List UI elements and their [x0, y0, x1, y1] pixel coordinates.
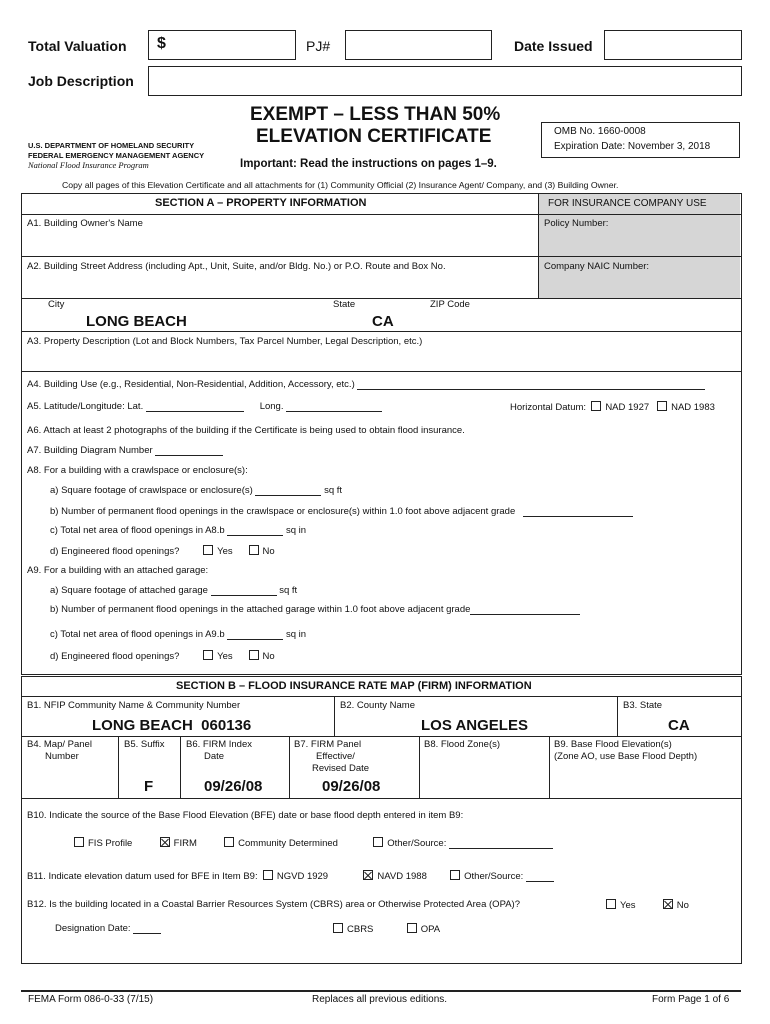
program-name: National Flood Insurance Program — [28, 160, 149, 170]
total-valuation-label: Total Valuation — [28, 38, 127, 54]
a4-label: A4. Building Use (e.g., Residential, Non-Residential, Addition, Accessory, etc.) — [27, 379, 355, 390]
a8b-row — [50, 506, 633, 517]
cbrs-checkbox[interactable] — [333, 923, 343, 933]
job-description-label: Job Description — [28, 73, 134, 89]
pj-field[interactable] — [345, 30, 492, 60]
b4-line2: Number — [45, 751, 79, 762]
a5-long-label: Long. — [259, 401, 284, 412]
a8c-unit: sq in — [285, 525, 307, 536]
b8-label: B8. Flood Zone(s) — [424, 739, 501, 750]
county-value[interactable]: LOS ANGELES — [421, 717, 528, 734]
ngvd-label: NGVD 1929 — [276, 871, 329, 882]
a4-field[interactable] — [357, 389, 705, 390]
a9d-yes-label: Yes — [217, 651, 233, 662]
firm-panel-date-value[interactable]: 09/26/08 — [322, 778, 381, 795]
datum-row — [510, 401, 715, 413]
zip-label: ZIP Code — [430, 299, 470, 310]
b11-other-label: Other/Source: — [464, 871, 524, 882]
b5-label: B5. Suffix — [124, 739, 165, 750]
b6-line1: B6. FIRM Index — [186, 739, 252, 750]
naic-label: Company NAIC Number: — [544, 261, 650, 272]
a8a-unit: sq ft — [324, 485, 343, 496]
section-b-title: SECTION B – FLOOD INSURANCE RATE MAP (FIRM) INFORMATION — [176, 680, 532, 692]
a8c-row — [50, 525, 306, 536]
b7-line1: B7. FIRM Panel — [294, 739, 362, 750]
b11-label: B11. Indicate elevation datum used for BFE in Item B9: — [27, 871, 258, 882]
job-description-field[interactable] — [148, 66, 742, 96]
a9a-label: a) Square footage of attached garage — [50, 585, 208, 596]
b9-line2: (Zone AO, use Base Flood Depth) — [554, 751, 698, 762]
b7-line3: Revised Date — [312, 763, 370, 774]
insurance-use-label: FOR INSURANCE COMPANY USE — [548, 198, 707, 209]
opa-checkbox[interactable] — [407, 923, 417, 933]
a9-label: A9. For a building with an attached garage: — [27, 565, 209, 576]
navd-label: NAVD 1988 — [377, 871, 427, 882]
total-valuation-field[interactable] — [148, 30, 296, 60]
state-value[interactable]: CA — [372, 313, 394, 330]
b12-no-label: No — [676, 900, 689, 911]
omb-number: OMB No. 1660-0008 — [554, 126, 646, 137]
b6-label — [186, 739, 252, 763]
b4-line1: B4. Map/ Panel — [27, 739, 92, 750]
a9d-no-checkbox[interactable] — [249, 650, 259, 660]
copy-note: Copy all pages of this Elevation Certificate and all attachments for (1) Community Official (2) Insurance Agent/ Company, and (3) Building Owner. — [62, 180, 619, 190]
date-issued-field[interactable] — [604, 30, 742, 60]
a9c-row — [50, 629, 306, 640]
b6-line2: Date — [204, 751, 225, 762]
b7-line2: Effective/ — [316, 751, 355, 762]
a8a-field[interactable] — [255, 495, 321, 496]
policy-number-label: Policy Number: — [544, 218, 609, 229]
b3-state-value[interactable]: CA — [668, 717, 690, 734]
a9b-row — [50, 604, 580, 615]
state-label: State — [333, 299, 356, 310]
date-issued-label: Date Issued — [514, 38, 593, 54]
a8-label: A8. For a building with a crawlspace or enclosure(s): — [27, 465, 248, 476]
city-label: City — [48, 299, 65, 310]
fis-profile-checkbox[interactable] — [74, 837, 84, 847]
omb-box — [541, 122, 740, 158]
b7-label — [294, 739, 369, 775]
a9a-unit: sq ft — [279, 585, 298, 596]
city-value[interactable]: LONG BEACH — [86, 313, 187, 330]
designation-date-field[interactable] — [133, 933, 161, 934]
a8b-label: b) Number of permanent flood openings in the crawlspace or enclosure(s) within 1.0 foot above adjacent grade — [50, 506, 516, 517]
insurance-use-panel — [538, 194, 740, 298]
a9b-label: b) Number of permanent flood openings in the attached garage within 1.0 foot above adjacent grade — [50, 604, 471, 615]
nad1983-checkbox[interactable] — [657, 401, 667, 411]
footer-form-number: FEMA Form 086-0-33 (7/15) — [28, 994, 154, 1005]
b3-label: B3. State — [623, 700, 663, 711]
a8b-field[interactable] — [523, 516, 633, 517]
a4-row — [27, 379, 705, 390]
expiration-date: Expiration Date: November 3, 2018 — [554, 141, 711, 152]
b9-line1: B9. Base Flood Elevation(s) — [554, 739, 672, 750]
b12-yes-checkbox[interactable] — [606, 899, 616, 909]
a9b-field[interactable] — [470, 614, 580, 615]
dept-name: U.S. DEPARTMENT OF HOMELAND SECURITY — [28, 141, 195, 150]
a8d-yes-label: Yes — [217, 546, 233, 557]
b12-no-checkbox[interactable] — [663, 899, 673, 909]
b9-label — [554, 739, 697, 763]
agency-name: FEDERAL EMERGENCY MANAGEMENT AGENCY — [28, 151, 205, 160]
cbrs-label: CBRS — [347, 924, 374, 935]
designation-date-label: Designation Date: — [55, 923, 131, 934]
nad1927-checkbox[interactable] — [591, 401, 601, 411]
a9a-field[interactable] — [211, 595, 277, 596]
b11-other-checkbox[interactable] — [450, 870, 460, 880]
firm-index-date-value[interactable]: 09/26/08 — [204, 778, 263, 795]
footer-replaces: Replaces all previous editions. — [312, 994, 448, 1005]
designation-row — [55, 923, 161, 934]
a8c-field[interactable] — [227, 535, 283, 536]
community-determined-checkbox[interactable] — [224, 837, 234, 847]
a8d-yes-checkbox[interactable] — [203, 545, 213, 555]
a9d-row — [50, 650, 275, 662]
opa-label: OPA — [420, 924, 441, 935]
b11-other-field[interactable] — [526, 881, 554, 882]
b12-options — [606, 899, 689, 911]
a3-label: A3. Property Description (Lot and Block Numbers, Tax Parcel Number, Legal Description, etc.) — [27, 336, 423, 347]
b10-other-field[interactable] — [449, 848, 553, 849]
a9d-no-label: No — [262, 651, 275, 662]
a7-row — [27, 445, 223, 456]
b10-options — [74, 837, 553, 849]
a8d-label: d) Engineered flood openings? — [50, 546, 180, 557]
community-determined-label: Community Determined — [238, 838, 338, 849]
b10-other-label: Other/Source: — [387, 838, 447, 849]
b10-other-checkbox[interactable] — [373, 837, 383, 847]
long-field[interactable] — [286, 411, 382, 412]
section-a-title: SECTION A – PROPERTY INFORMATION — [155, 197, 367, 209]
a2-label: A2. Building Street Address (including Apt., Unit, Suite, and/or Bldg. No.) or P.O. Route and Box No. — [27, 261, 446, 272]
suffix-value[interactable]: F — [144, 778, 154, 795]
navd-checkbox[interactable] — [363, 870, 373, 880]
ngvd-checkbox[interactable] — [263, 870, 273, 880]
b1-label: B1. NFIP Community Name & Community Number — [27, 700, 241, 711]
lat-field[interactable] — [146, 411, 244, 412]
a8d-no-checkbox[interactable] — [249, 545, 259, 555]
b12-yes-label: Yes — [620, 900, 636, 911]
fis-profile-label: FIS Profile — [88, 838, 133, 849]
certificate-title: ELEVATION CERTIFICATE — [256, 126, 492, 147]
a9d-label: d) Engineered flood openings? — [50, 651, 180, 662]
a7-field[interactable] — [155, 455, 223, 456]
a9a-row — [50, 585, 297, 596]
a9c-unit: sq in — [285, 629, 307, 640]
a8a-label: a) Square footage of crawlspace or enclosure(s) — [50, 485, 253, 496]
exempt-title: EXEMPT – LESS THAN 50% — [250, 104, 501, 125]
a1-label: A1. Building Owner's Name — [27, 218, 143, 229]
a9d-yes-checkbox[interactable] — [203, 650, 213, 660]
a8a-row — [50, 485, 342, 496]
a6-label: A6. Attach at least 2 photographs of the building if the Certificate is being used to obtain flood insurance. — [27, 425, 465, 436]
footer-page: Form Page 1 of 6 — [652, 994, 730, 1005]
a9c-field[interactable] — [227, 639, 283, 640]
a8c-label: c) Total net area of flood openings in A8.b — [50, 525, 225, 536]
b12-label: B12. Is the building located in a Coastal Barrier Resources System (CBRS) area or Otherwise Protected Area (OPA)? — [27, 899, 520, 910]
b4-label — [27, 739, 92, 763]
b2-label: B2. County Name — [340, 700, 415, 711]
b11-row — [27, 870, 554, 882]
firm-label: FIRM — [173, 838, 197, 849]
a8d-row — [50, 545, 275, 557]
b10-label: B10. Indicate the source of the Base Flood Elevation (BFE) date or base flood depth entered in item B9: — [27, 810, 464, 821]
a8d-no-label: No — [262, 546, 275, 557]
firm-checkbox[interactable] — [160, 837, 170, 847]
important-note: Important: Read the instructions on pages 1–9. — [240, 158, 497, 170]
nad1983-label: NAD 1983 — [671, 402, 715, 413]
a7-label: A7. Building Diagram Number — [27, 445, 153, 456]
pj-label: PJ# — [306, 38, 331, 54]
a9c-label: c) Total net area of flood openings in A9.b — [50, 629, 225, 640]
a5-lat-label: A5. Latitude/Longitude: Lat. — [27, 401, 144, 412]
nad1927-label: NAD 1927 — [605, 402, 650, 413]
dollar-sign: $ — [157, 35, 166, 52]
community-value[interactable]: LONG BEACH 060136 — [92, 717, 252, 734]
horizontal-datum-label: Horizontal Datum: — [510, 402, 587, 413]
cbrs-opa-options — [333, 923, 440, 935]
a5-row — [27, 401, 382, 412]
